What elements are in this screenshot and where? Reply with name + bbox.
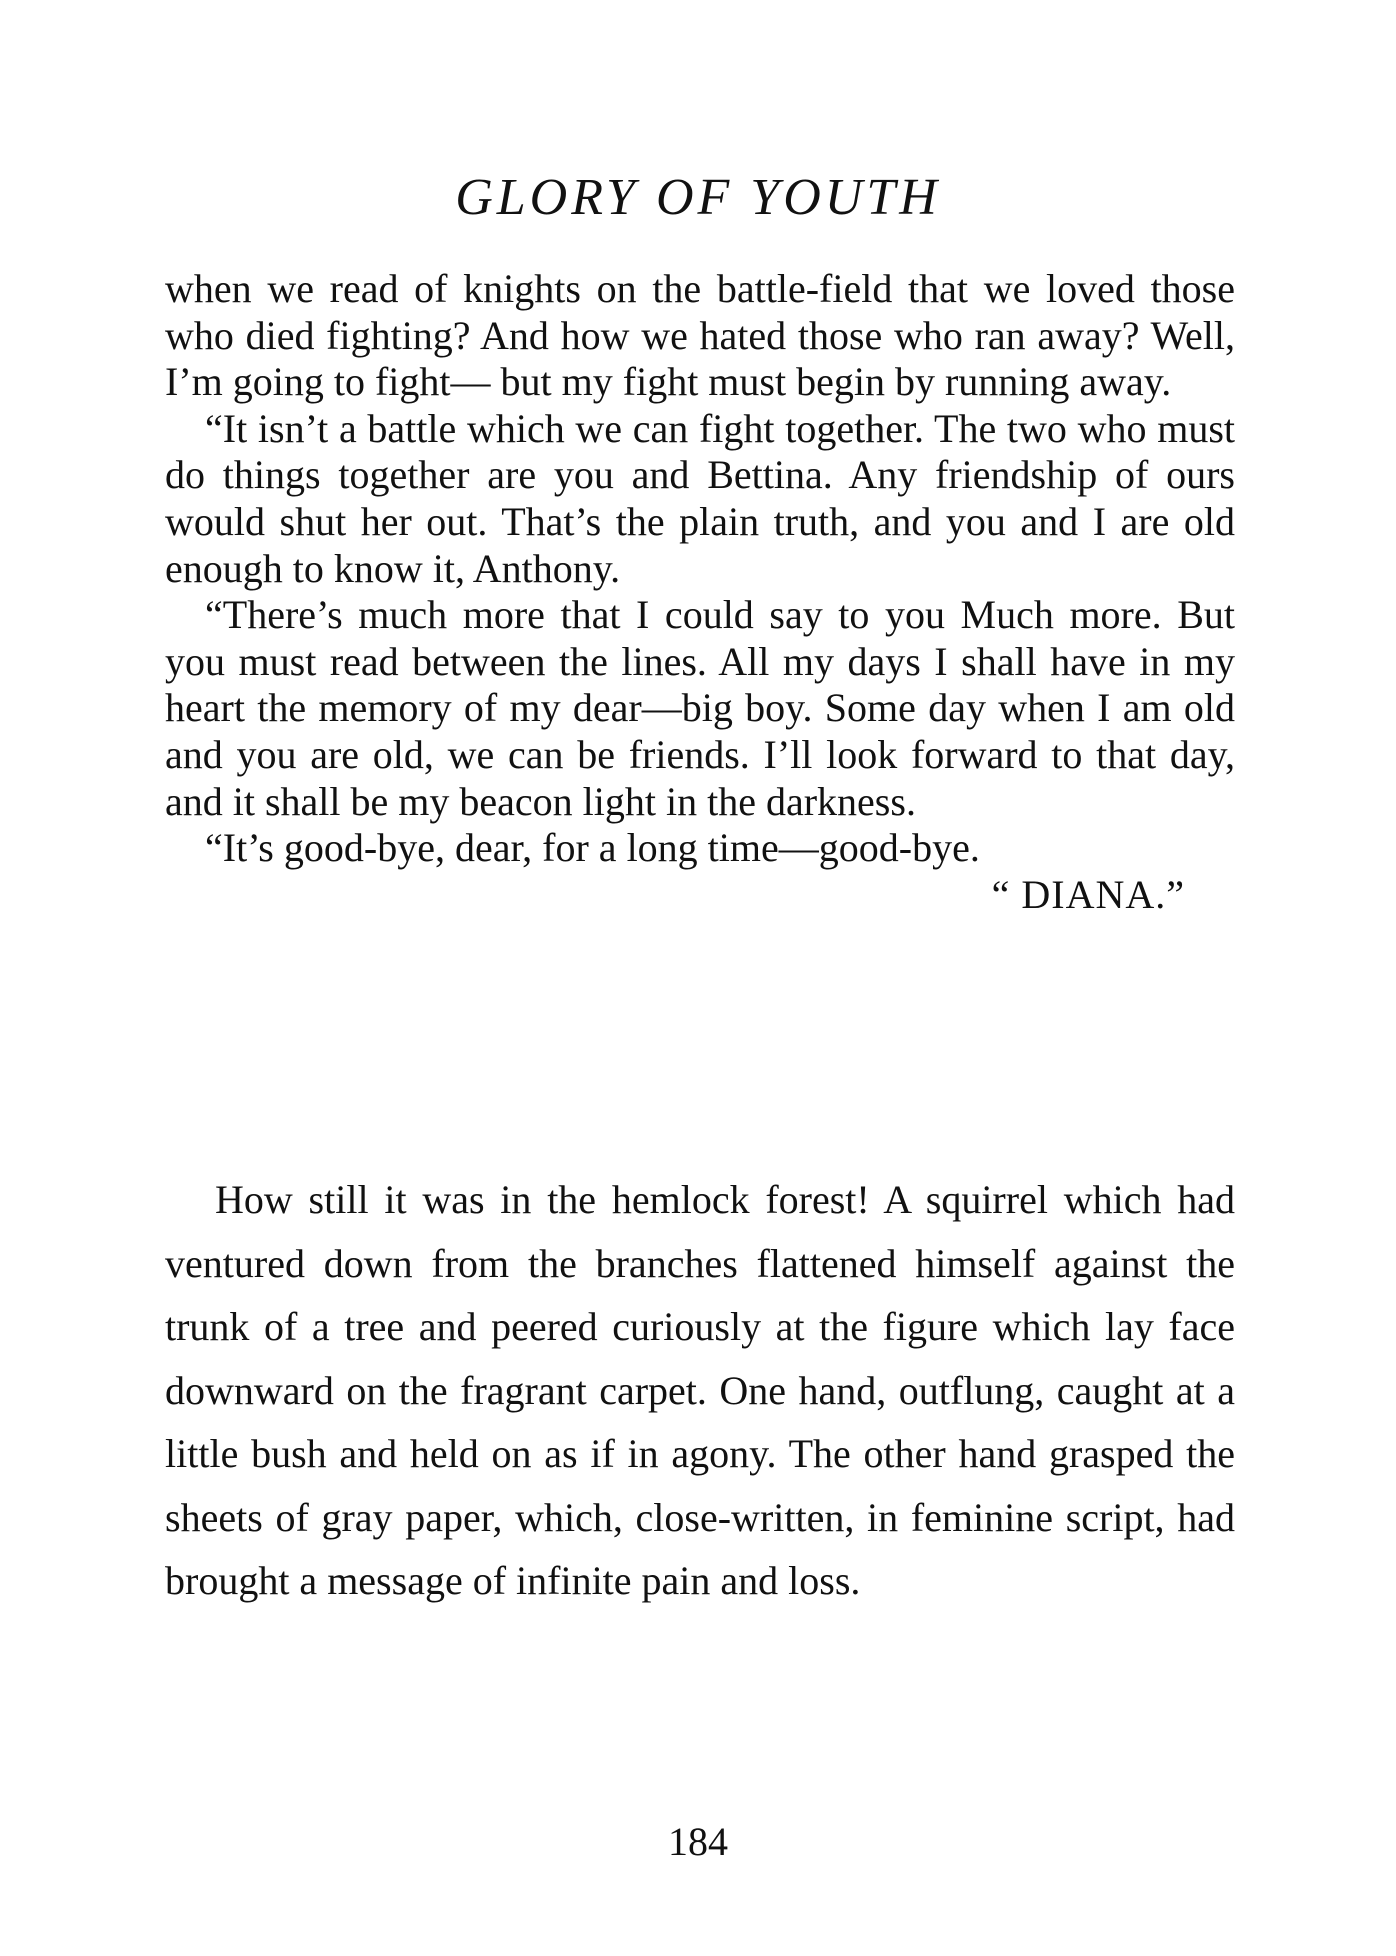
page-number: 184 <box>668 1819 728 1864</box>
letter-text <box>165 266 1235 918</box>
letter-paragraph-4: “It’s good-bye, dear, for a long time—good-bye. <box>205 825 980 871</box>
letter-paragraph-3: “There’s much more that I could say to you Much more. But you must read between the lines. All my days I shall have in my heart the memory of my dear—big boy. Some day when I am old and you are old, we can be friends. I’ll look forward to that day, and it shall be my beacon light in the darkness. <box>165 592 1235 824</box>
letter-paragraph-1: when we read of knights on the battle-field that we loved those who died fighting? And how we hated those who ran away? Well, I’m going to fight— but my fight must begin by running away. <box>165 266 1235 405</box>
letter-signature: “ DIANA.” <box>991 871 1185 917</box>
running-title: GLORY OF YOUTH <box>455 169 941 226</box>
narrative-text <box>165 1168 1235 1613</box>
narrative-paragraph: How still it was in the hemlock forest! A squirrel which had ventured down from the branches flattened himself against the trunk of a tree and peered curiously at the figure which lay face downward on the fragrant carpet. One hand, outflung, caught at a little bush and held on as if in agony. The other hand grasped the sheets of gray paper, which, close-written, in feminine script, had brought a message of infinite pain and loss. <box>165 1177 1235 1603</box>
letter-paragraph-2: “It isn’t a battle which we can fight together. The two who must do things together are you and Bettina. Any friendship of ours would shut her out. That’s the plain truth, and you and I are old enough to know it, Anthony. <box>165 405 1235 591</box>
